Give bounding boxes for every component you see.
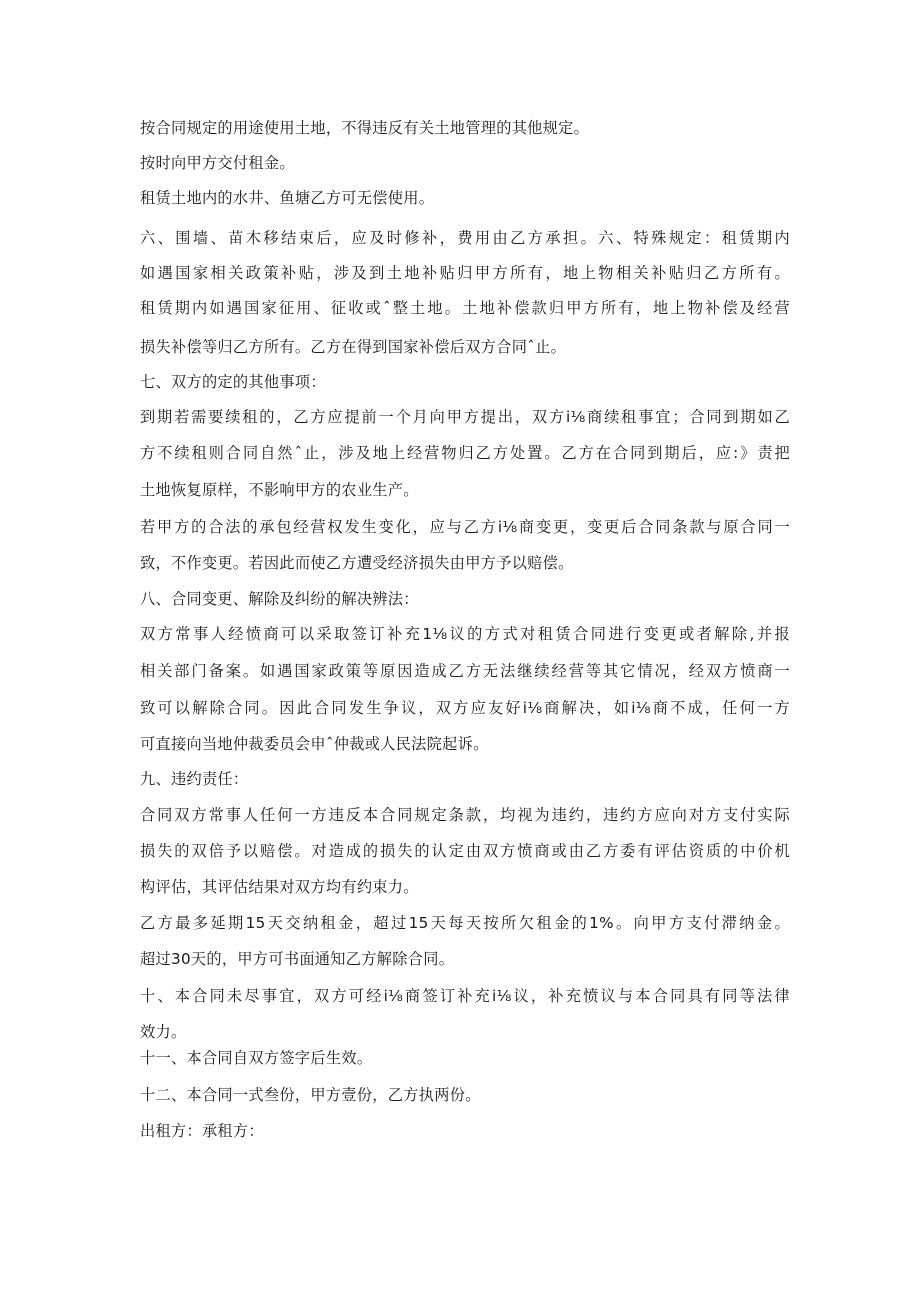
text-line: 按时向甲方交付租金。 xyxy=(140,154,295,172)
text-line: 致可以解除合同。因此合同发生争议，双方应友好i⅛商解决，如i⅛商不成，任何一方 xyxy=(140,699,790,717)
text-line: 十二、本合同一式叁份，甲方壹份，乙方执两份。 xyxy=(140,1086,481,1104)
text-line: 如遇国家相关政策补贴，涉及到土地补贴归甲方所有，地上物相关补贴归乙方所有。 xyxy=(140,264,790,282)
text-line: 方不续租则合同自然ˆ止，涉及地上经营物归乙方处置。乙方在合同到期后，应:》责把 xyxy=(140,444,790,462)
text-line: 效力。 xyxy=(140,1023,187,1041)
text-line: 十一、本合同自双方签字后生效。 xyxy=(140,1049,373,1067)
text-line: 相关部门备案。如遇国家政策等原因造成乙方无法继续经营等其它情况，经双方愤商一 xyxy=(140,662,790,680)
text-line: 租赁期内如遇国家征用、征收或ˆ整土地。土地补偿款归甲方所有，地上物补偿及经营 xyxy=(140,299,790,317)
text-line: 损失补偿等归乙方所有。乙方在得到国家补偿后双方合同ˆ止。 xyxy=(140,338,567,356)
text-line: 合同双方常事人任何一方违反本合同规定条款，均视为违约，违约方应向对方支付实际 xyxy=(140,806,790,824)
text-line: 土地恢复原样，不影响甲方的农业生产。 xyxy=(140,481,419,499)
section-heading: 八、合同变更、解除及纠纷的解决辨法： xyxy=(140,590,419,608)
text-line: 若甲方的合法的承包经营权发生变化，应与乙方i⅛商变更，变更后合同条款与原合同一 xyxy=(140,518,790,536)
text-line: 按合同规定的用途使用土地，不得违反有关土地管理的其他规定。 xyxy=(140,119,590,137)
text-line: 超过30天的，甲方可书面通知乙方解除合同。 xyxy=(140,950,455,968)
section-heading: 七、双方的定的其他事项： xyxy=(140,373,326,391)
text-line: 构评估，其评估结果对双方均有约束力。 xyxy=(140,878,419,896)
text-line: 损失的双倍予以赔偿。对造成的损失的认定由双方愤商或由乙方委有评估资质的中价机 xyxy=(140,842,790,860)
text-line: 到期若需要续租的，乙方应提前一个月向甲方提出，双方i⅛商续租事宜；合同到期如乙 xyxy=(140,408,790,426)
text-line: 乙方最多延期15天交纳租金，超过15天每天按所欠租金的1%。向甲方支付滞纳金。 xyxy=(140,914,790,932)
section-heading: 九、违约责任： xyxy=(140,770,249,788)
text-line: 十、本合同未尽事宜，双方可经i⅛商签订补充i⅛议，补充愤议与本合同具有同等法律 xyxy=(140,987,790,1005)
text-line: 致，不作变更。若因此而使乙方遭受经济损失由甲方予以赔偿。 xyxy=(140,554,574,572)
signature-line: 出租方：承租方： xyxy=(140,1122,264,1140)
text-line: 双方常事人经愤商可以采取签订补充1⅛议的方式对租赁合同进行变更或者解除,并报 xyxy=(140,625,790,643)
text-line: 可直接向当地仲裁委员会申ˆ仲裁或人民法院起诉。 xyxy=(140,735,489,753)
text-line: 六、围墙、苗木移结束后，应及时修补，费用由乙方承担。六、特殊规定：租赁期内 xyxy=(140,229,790,247)
text-line: 租赁土地内的水井、鱼塘乙方可无偿使用。 xyxy=(140,189,435,207)
